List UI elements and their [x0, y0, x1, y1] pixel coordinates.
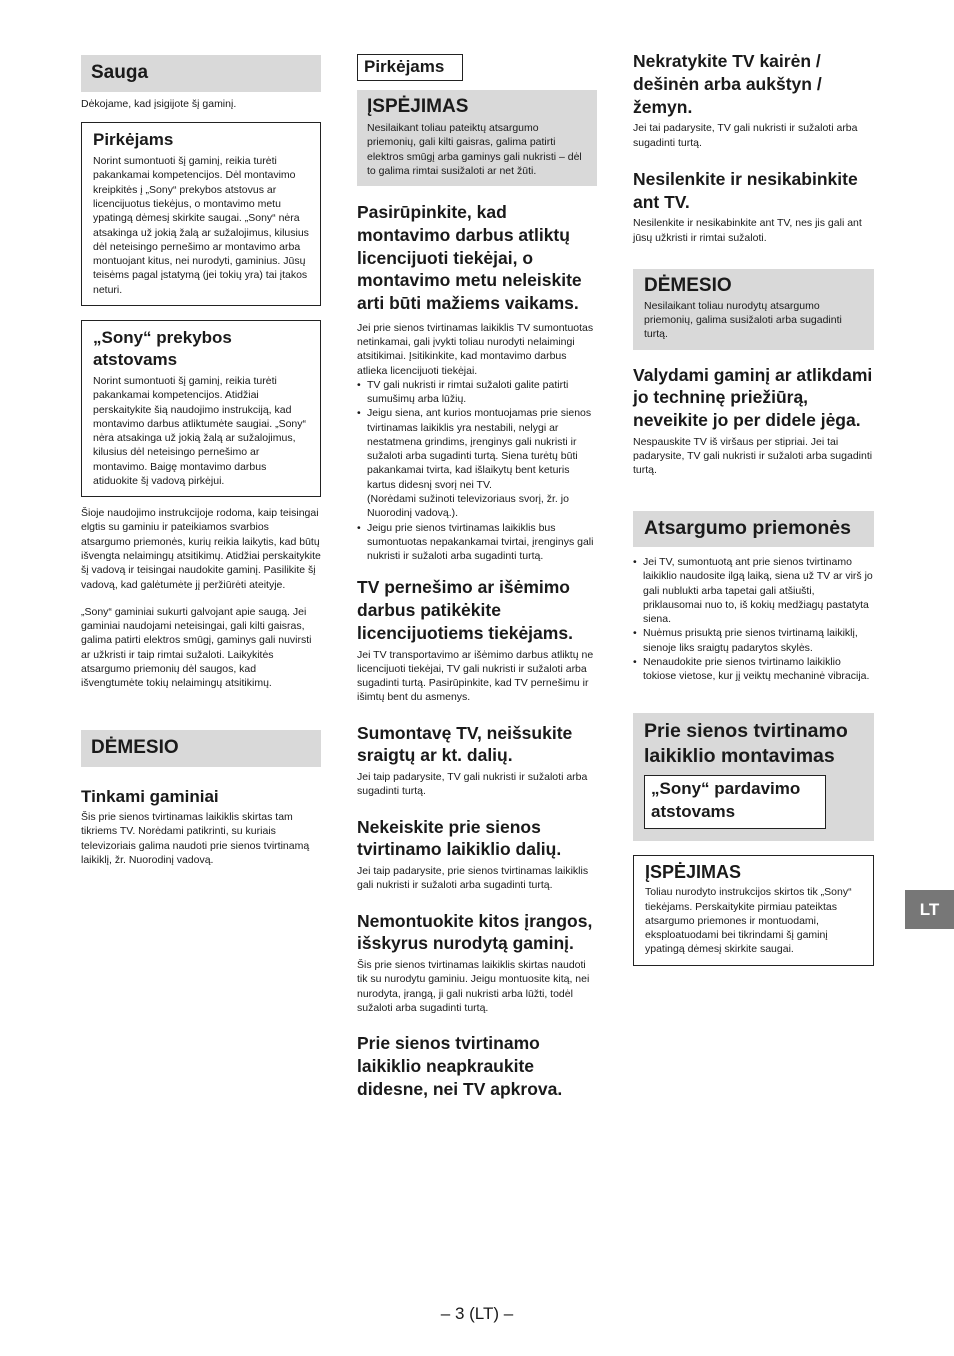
box-sony-prekybos: [81, 320, 321, 497]
tinkami-gaminiai-text: Šis prie sienos tvirtinamas laikiklis skirtas tam tikriems TV. Norėdami patikrinti, su kuriais televizoriais galima naudoti prie sienos tvirtinamą laikiklį, žr. Nuorodinį vadovą.: [81, 811, 310, 866]
demesio-text: Nesilaikant toliau nurodytų atsargumo priemonių, galima susižaloti arba sugadinti turtą.: [644, 299, 842, 341]
box-pirkejams-text: Norint sumontuoti šį gaminį, reikia turėti pakankamai kompetencijos. Dėl montavimo kreipkitės į „Sony“ prekybos atstovus ar licencijuotus tiekėjus, o montavimo metu ypatingą dėmesį skirkite saugai. „Sony“ nėra atsakinga už jokią žalą ar sužalojimus, kilusius dėl neteisingo pernešimo ar montavimo arba montuojant kitus, nei nurodyti, gaminius. Jūsų teisėms pagal įstatymą (jei tokių yra) tai įtakos neturi.: [93, 155, 309, 296]
heading-neissukite: Sumontavę TV, neišsukite sraigtų ar kt. dalių.: [357, 722, 573, 766]
ispejimas-title: ĮSPĖJIMAS: [367, 96, 469, 117]
ispejimas-box: [357, 90, 597, 186]
heading-nesilenkite: Nesilenkite ir nesikabinkite ant TV.: [633, 168, 858, 212]
neissukite-text: Jei taip padarysite, TV gali nukristi ir sužaloti arba sugadinti turtą.: [357, 771, 588, 798]
pernesimas-text: Jei TV transportavimo ar išėmimo darbus atliktų ne licencijuoti tiekėjai, TV gali nukristi ir sužaloti arba sugadinti turtą. Pasirūpinkite, kad TV pernešimu ir išimtų bent du asmenys.: [357, 648, 594, 704]
heading-tinkami-gaminiai: Tinkami gaminiai: [81, 787, 219, 807]
intro-paragraph-2: „Sony“ gaminiai sukurti galvojant apie saugą. Jei gaminiai naudojami neteisingai, gali kilti gaisras, galima patirti elektros smūgį, gaminys gali nuvirsti ar užkristi ir taip rimtai sužaloti. Laikykitės atsargumo priemonių dėl saugos, kad išvengtumėte tokių nelaimingų atsitikimų.: [81, 605, 312, 690]
demesio-box: [633, 269, 874, 350]
page-number: – 3 (LT) –: [440, 1304, 514, 1323]
column-middle: [357, 50, 597, 1107]
demesio-title: DĖMESIO: [644, 274, 732, 296]
licencijuoti-bullets: [357, 378, 597, 563]
valydami-text: Nespauskite TV iš viršaus per stipriai. Jei tai padarysite, TV gali nukristi ir sužaloti arba sugadinti turtą.: [633, 435, 873, 477]
montavimas-section: [633, 713, 874, 841]
nekratykite-text: Jei tai padarysite, TV gali nukristi ir sužaloti arba sugadinti turtą.: [633, 122, 858, 149]
intro-paragraph-1: Šioje naudojimo instrukcijoje rodoma, kaip teisingai elgtis su gaminiu ir pateikiamos svarbios atsargumo priemonės, kurių reikia laikytis, kad būtų išvengta nelaimingų atsitikimų. Atidžiai perskaitykite šį vadovą ir teisingai naudokite gaminį. Pasilikite šį vadovą, kad galėtumėte jį peržiūrėti ateityje.: [81, 507, 321, 591]
ispejimas-text-2: Toliau nurodyto instrukcijos skirtos tik „Sony“ tiekėjams. Perskaitykite pirmiau pateiktas atsargumo priemones ir montuodami, eksploatuodami bei tikrindami šį gaminį ypatingą dėmesį skirkite saugai.: [645, 886, 852, 956]
list-item: • Nenaudokite prie sienos tvirtinamo laikiklio tokiose vietose, kur jį veiktų mechaninė vibracija.: [633, 655, 874, 684]
section-title-demesio: DĖMESIO: [81, 730, 321, 767]
thanks-text: Dėkojame, kad įsigijote šį gaminį.: [81, 97, 237, 110]
column-left: [81, 50, 321, 867]
language-tab-lt: LT: [905, 890, 954, 929]
heading-neapkraukite: Prie sienos tvirtinamo laikiklio neapkraukite didesne, nei TV apkrova.: [357, 1033, 563, 1099]
box-sony-prekybos-title: „Sony“ prekybos atstovams: [93, 327, 232, 369]
box-pirkejams-title: Pirkėjams: [93, 130, 174, 150]
nesilenkite-text: Nesilenkite ir nesikabinkite ant TV, nes jis gali ant jūsų užkristi ir rimtai sužaloti.: [633, 217, 862, 244]
section-title-atsargumo: Atsargumo priemonės: [633, 511, 874, 547]
list-item: • Jei TV, sumontuotą ant prie sienos tvirtinamo laikiklio naudosite ilgą laiką, siena už TV ar virš jo gali nublukti arba tapetai gali atšiušti, priklausomai nuo to, iš kokių medžiagų pastatyta siena.: [633, 555, 874, 626]
list-item: • Nuėmus prisuktą prie sienos tvirtinamą laikiklį, sienoje liks sraigtų padarytos skylės.: [633, 626, 874, 655]
montavimas-title: Prie sienos tvirtinamo laikiklio montavimas: [644, 720, 848, 768]
heading-nekeiskite: Nekeiskite prie sienos tvirtinamo laikiklio dalių.: [357, 816, 562, 860]
atsargumo-bullets: [633, 555, 874, 683]
box-sony-prekybos-text: Norint sumontuoti šį gaminį, reikia turėti pakankamai kompetencijos. Atidžiai perskaitykite šią naudojimo instrukciją, kad montavimo darbus atliktumėte saugiai. „Sony“ nėra atsakinga už jokią žalą ar sužalojimus, kilusius dėl neteisingo pernešimo ar montavimo. Baigę montavimo darbus atiduokite šį vadovą pirkėjui.: [93, 375, 307, 487]
nemontuokite-text: Šis prie sienos tvirtinamas laikiklis skirtas naudoti tik su nurodytu gaminiu. Jeigu montuosite kitą, nei nurodyta, įrangą, ji gali nukristi arba lūžti, todėl sužaloti arba sugadinti turtą.: [357, 959, 590, 1014]
heading-valydami: Valydami gaminį ar atlikdami jo techninę priežiūrą, neveikite jo per didele jėga.: [633, 364, 873, 431]
box-pirkejams: [81, 122, 321, 306]
heading-nemontuokite: Nemontuokite kitos įrangos, išskyrus nurodytą gaminį.: [357, 910, 593, 954]
heading-pernesimas: TV pernešimo ar išėmimo darbus patikėkite licencijuotiems tiekėjams.: [357, 577, 573, 643]
nekeiskite-text: Jei taip padarysite, prie sienos tvirtinamas laikiklis gali nukristi ir sužaloti arba sugadinti turtą.: [357, 865, 589, 892]
heading-nekratykite: Nekratykite TV kairėn / dešinėn arba aukštyn / žemyn.: [633, 51, 822, 117]
heading-licencijuoti-tiekejai: Pasirūpinkite, kad montavimo darbus atliktų licencijuoti tiekėjai, o montavimo metu neleiskite arti būti mažiems vaikams.: [357, 202, 582, 314]
list-item: • Jeigu prie sienos tvirtinamas laikiklis bus sumontuotas nepakankamai tvirtai, įrenginys gali nukristi ir sužaloti arba sugadinti turtą.: [357, 521, 597, 564]
sony-pardavimo-tag: „Sony“ pardavimo atstovams: [644, 775, 826, 829]
ispejimas-text: Nesilaikant toliau pateiktų atsargumo priemonių, gali kilti gaisras, galima patirti elektros smūgį arba gaminys gali nukristi – dėl to galima rimtai susižaloti ar net žūti.: [367, 122, 582, 177]
pirkejams-tag: Pirkėjams: [357, 54, 463, 81]
ispejimas-box-2: [633, 855, 874, 965]
column-right: [633, 50, 874, 966]
list-item: • TV gali nukristi ir rimtai sužaloti galite patirti sumušimų arba lūžių.: [357, 378, 597, 407]
list-item: • Jeigu siena, ant kurios montuojamas prie sienos tvirtinamas laikiklis yra nestabili, nelygi ar nestatmena grindims, įrenginys gali nukristi ir sužaloti arba sugadinti turtą. Siena turėtų būti pakankamai tvirta, kad išlaikytų bent keturis kartus didesnį svorį nei TV. (Norėdami sužinoti televizoriaus svorį, žr. jo Nuorodinį vadovą.).: [357, 406, 597, 520]
licencijuoti-text: Jei prie sienos tvirtinamas laikiklis TV sumontuotas netinkamai, gali įvykti toliau nurodyti nelaimingi atsitikimai. Įsitikinkite, kad montavimo darbus atlieka licencijuoti tiekėjai.: [357, 321, 594, 377]
section-title-sauga: Sauga: [81, 55, 321, 92]
ispejimas-title-2: ĮSPĖJIMAS: [645, 862, 742, 883]
